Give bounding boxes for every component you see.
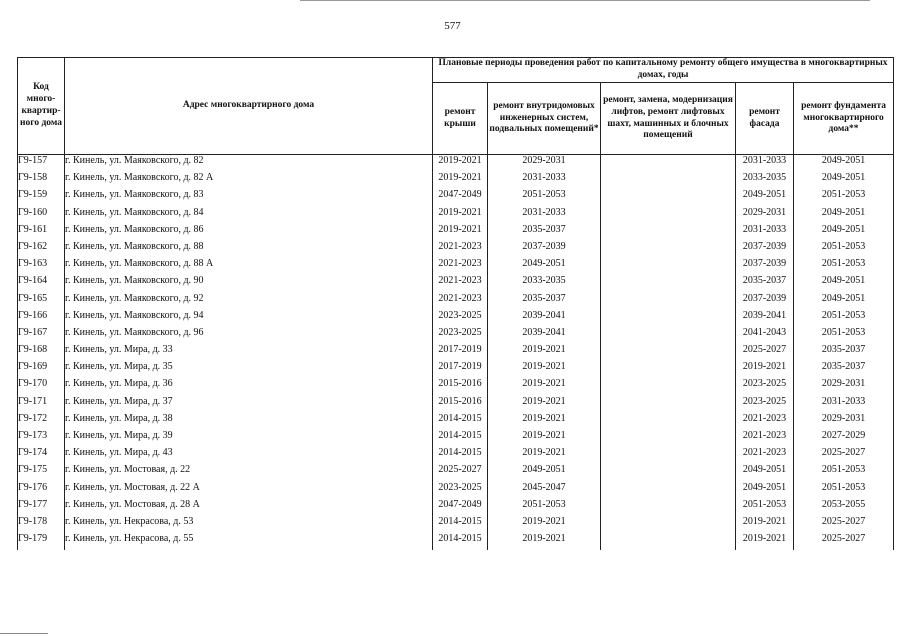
cell-lifts — [601, 516, 736, 533]
table-row — [18, 413, 894, 430]
header-roof: ремонт крыши — [433, 83, 488, 155]
cell-engineering: 2019-2021 — [488, 516, 601, 533]
cell-foundation: 2031-2033 — [794, 396, 894, 413]
cell-foundation: 2049-2051 — [794, 207, 894, 224]
table-row — [18, 310, 894, 327]
cell-code: Г9-161 — [18, 224, 65, 241]
cell-code: Г9-160 — [18, 207, 65, 224]
cell-roof: 2014-2015 — [433, 516, 488, 533]
header-engineering: ремонт внутридомовых инженерных систем, подвальных помещений* — [488, 83, 601, 155]
cell-foundation: 2051-2053 — [794, 258, 894, 275]
cell-engineering: 2033-2035 — [488, 275, 601, 292]
cell-roof: 2019-2021 — [433, 172, 488, 189]
cell-code: Г9-178 — [18, 516, 65, 533]
cell-roof: 2014-2015 — [433, 447, 488, 464]
cell-facade: 2023-2025 — [736, 378, 794, 395]
cell-address: г. Кинель, ул. Некрасова, д. 55 — [65, 533, 433, 550]
cell-roof: 2021-2023 — [433, 241, 488, 258]
cell-foundation: 2053-2055 — [794, 499, 894, 516]
cell-roof: 2017-2019 — [433, 361, 488, 378]
cell-address: г. Кинель, ул. Мостовая, д. 28 А — [65, 499, 433, 516]
table-row — [18, 378, 894, 395]
cell-address: г. Кинель, ул. Маяковского, д. 88 — [65, 241, 433, 258]
cell-facade: 2021-2023 — [736, 447, 794, 464]
cell-roof: 2014-2015 — [433, 533, 488, 550]
cell-code: Г9-172 — [18, 413, 65, 430]
cell-lifts — [601, 430, 736, 447]
cell-foundation: 2029-2031 — [794, 378, 894, 395]
cell-code: Г9-170 — [18, 378, 65, 395]
cell-foundation: 2029-2031 — [794, 413, 894, 430]
header-periods: Плановые периоды проведения работ по капитальному ремонту общего имущества в многоквартирных домах, годы — [433, 58, 894, 83]
table-row — [18, 224, 894, 241]
cell-foundation: 2049-2051 — [794, 155, 894, 173]
cell-address: г. Кинель, ул. Маяковского, д. 84 — [65, 207, 433, 224]
cell-lifts — [601, 207, 736, 224]
cell-facade: 2041-2043 — [736, 327, 794, 344]
cell-address: г. Кинель, ул. Мира, д. 37 — [65, 396, 433, 413]
table-body — [18, 155, 894, 551]
table-row — [18, 189, 894, 206]
table-row — [18, 447, 894, 464]
cell-lifts — [601, 378, 736, 395]
cell-lifts — [601, 533, 736, 550]
cell-address: г. Кинель, ул. Маяковского, д. 82 А — [65, 172, 433, 189]
cell-lifts — [601, 224, 736, 241]
cell-code: Г9-167 — [18, 327, 65, 344]
cell-address: г. Кинель, ул. Мира, д. 39 — [65, 430, 433, 447]
cell-code: Г9-173 — [18, 430, 65, 447]
header-facade: ремонт фасада — [736, 83, 794, 155]
cell-engineering: 2031-2033 — [488, 207, 601, 224]
cell-foundation: 2049-2051 — [794, 275, 894, 292]
cell-address: г. Кинель, ул. Маяковского, д. 96 — [65, 327, 433, 344]
cell-facade: 2037-2039 — [736, 241, 794, 258]
table-row — [18, 396, 894, 413]
cell-facade: 2033-2035 — [736, 172, 794, 189]
bottom-rule — [0, 633, 48, 634]
cell-address: г. Кинель, ул. Мира, д. 38 — [65, 413, 433, 430]
cell-roof: 2021-2023 — [433, 293, 488, 310]
cell-roof: 2047-2049 — [433, 499, 488, 516]
cell-engineering: 2031-2033 — [488, 172, 601, 189]
table-row — [18, 293, 894, 310]
cell-engineering: 2019-2021 — [488, 413, 601, 430]
cell-roof: 2025-2027 — [433, 464, 488, 481]
cell-foundation: 2027-2029 — [794, 430, 894, 447]
cell-roof: 2019-2021 — [433, 207, 488, 224]
cell-code: Г9-174 — [18, 447, 65, 464]
cell-engineering: 2035-2037 — [488, 224, 601, 241]
cell-foundation: 2051-2053 — [794, 241, 894, 258]
header-foundation: ремонт фундамента многоквартирного дома** — [794, 83, 894, 155]
cell-code: Г9-177 — [18, 499, 65, 516]
cell-lifts — [601, 293, 736, 310]
cell-facade: 2025-2027 — [736, 344, 794, 361]
table-row — [18, 464, 894, 481]
table-row — [18, 430, 894, 447]
table-row — [18, 499, 894, 516]
table-row — [18, 207, 894, 224]
cell-facade: 2049-2051 — [736, 482, 794, 499]
cell-address: г. Кинель, ул. Некрасова, д. 53 — [65, 516, 433, 533]
cell-engineering: 2019-2021 — [488, 430, 601, 447]
cell-engineering: 2049-2051 — [488, 258, 601, 275]
cell-foundation: 2051-2053 — [794, 310, 894, 327]
cell-facade: 2031-2033 — [736, 224, 794, 241]
cell-code: Г9-169 — [18, 361, 65, 378]
cell-address: г. Кинель, ул. Мира, д. 43 — [65, 447, 433, 464]
cell-engineering: 2019-2021 — [488, 344, 601, 361]
cell-roof: 2014-2015 — [433, 413, 488, 430]
table-row — [18, 241, 894, 258]
cell-facade: 2037-2039 — [736, 293, 794, 310]
cell-engineering: 2019-2021 — [488, 378, 601, 395]
table-row — [18, 155, 894, 173]
page-number: 577 — [444, 20, 461, 32]
cell-code: Г9-163 — [18, 258, 65, 275]
cell-engineering: 2019-2021 — [488, 396, 601, 413]
header-code: Код много-квартир-ного дома — [18, 58, 65, 155]
header-address: Адрес многоквартирного дома — [65, 58, 433, 155]
cell-lifts — [601, 258, 736, 275]
cell-engineering: 2019-2021 — [488, 533, 601, 550]
table-row — [18, 275, 894, 292]
cell-facade: 2021-2023 — [736, 413, 794, 430]
cell-code: Г9-168 — [18, 344, 65, 361]
cell-lifts — [601, 482, 736, 499]
cell-foundation: 2051-2053 — [794, 327, 894, 344]
table-row — [18, 361, 894, 378]
cell-lifts — [601, 344, 736, 361]
cell-facade: 2049-2051 — [736, 189, 794, 206]
cell-foundation: 2049-2051 — [794, 224, 894, 241]
cell-lifts — [601, 241, 736, 258]
cell-code: Г9-158 — [18, 172, 65, 189]
header-lifts: ремонт, замена, модернизация лифтов, ремонт лифтовых шахт, машинных и блочных помещений — [601, 83, 736, 155]
cell-foundation: 2051-2053 — [794, 189, 894, 206]
cell-engineering: 2039-2041 — [488, 310, 601, 327]
table-row — [18, 172, 894, 189]
cell-engineering: 2019-2021 — [488, 447, 601, 464]
cell-lifts — [601, 413, 736, 430]
cell-roof: 2017-2019 — [433, 344, 488, 361]
table-row — [18, 327, 894, 344]
cell-foundation: 2049-2051 — [794, 172, 894, 189]
cell-address: г. Кинель, ул. Маяковского, д. 90 — [65, 275, 433, 292]
cell-engineering: 2051-2053 — [488, 189, 601, 206]
cell-foundation: 2035-2037 — [794, 344, 894, 361]
cell-code: Г9-176 — [18, 482, 65, 499]
cell-lifts — [601, 464, 736, 481]
cell-roof: 2023-2025 — [433, 327, 488, 344]
cell-lifts — [601, 396, 736, 413]
table-row — [18, 344, 894, 361]
cell-facade: 2021-2023 — [736, 430, 794, 447]
cell-lifts — [601, 155, 736, 173]
cell-code: Г9-166 — [18, 310, 65, 327]
cell-facade: 2037-2039 — [736, 258, 794, 275]
cell-facade: 2035-2037 — [736, 275, 794, 292]
cell-lifts — [601, 327, 736, 344]
cell-engineering: 2039-2041 — [488, 327, 601, 344]
cell-roof: 2021-2023 — [433, 275, 488, 292]
cell-code: Г9-157 — [18, 155, 65, 173]
cell-roof: 2014-2015 — [433, 430, 488, 447]
cell-facade: 2019-2021 — [736, 361, 794, 378]
cell-foundation: 2025-2027 — [794, 447, 894, 464]
cell-code: Г9-179 — [18, 533, 65, 550]
cell-address: г. Кинель, ул. Маяковского, д. 94 — [65, 310, 433, 327]
cell-facade: 2031-2033 — [736, 155, 794, 173]
cell-foundation: 2035-2037 — [794, 361, 894, 378]
cell-facade: 2051-2053 — [736, 499, 794, 516]
cell-lifts — [601, 275, 736, 292]
cell-address: г. Кинель, ул. Маяковского, д. 92 — [65, 293, 433, 310]
cell-lifts — [601, 447, 736, 464]
cell-foundation: 2025-2027 — [794, 516, 894, 533]
cell-lifts — [601, 499, 736, 516]
cell-lifts — [601, 310, 736, 327]
cell-foundation: 2049-2051 — [794, 293, 894, 310]
cell-facade: 2039-2041 — [736, 310, 794, 327]
cell-engineering: 2019-2021 — [488, 361, 601, 378]
cell-foundation: 2051-2053 — [794, 464, 894, 481]
cell-lifts — [601, 361, 736, 378]
cell-lifts — [601, 189, 736, 206]
cell-facade: 2023-2025 — [736, 396, 794, 413]
cell-engineering: 2051-2053 — [488, 499, 601, 516]
cell-engineering: 2035-2037 — [488, 293, 601, 310]
cell-address: г. Кинель, ул. Мира, д. 36 — [65, 378, 433, 395]
cell-roof: 2023-2025 — [433, 482, 488, 499]
cell-facade: 2019-2021 — [736, 533, 794, 550]
cell-roof: 2019-2021 — [433, 155, 488, 173]
cell-engineering: 2049-2051 — [488, 464, 601, 481]
cell-facade: 2019-2021 — [736, 516, 794, 533]
cell-address: г. Кинель, ул. Мостовая, д. 22 А — [65, 482, 433, 499]
cell-address: г. Кинель, ул. Маяковского, д. 82 — [65, 155, 433, 173]
cell-roof: 2021-2023 — [433, 258, 488, 275]
cell-code: Г9-171 — [18, 396, 65, 413]
cell-foundation: 2025-2027 — [794, 533, 894, 550]
cell-facade: 2029-2031 — [736, 207, 794, 224]
cell-foundation: 2051-2053 — [794, 482, 894, 499]
cell-code: Г9-175 — [18, 464, 65, 481]
cell-roof: 2019-2021 — [433, 224, 488, 241]
cell-roof: 2047-2049 — [433, 189, 488, 206]
table-row — [18, 258, 894, 275]
cell-address: г. Кинель, ул. Маяковского, д. 86 — [65, 224, 433, 241]
table-row — [18, 482, 894, 499]
cell-roof: 2023-2025 — [433, 310, 488, 327]
cell-code: Г9-164 — [18, 275, 65, 292]
cell-roof: 2015-2016 — [433, 396, 488, 413]
cell-engineering: 2029-2031 — [488, 155, 601, 173]
repair-schedule-table — [17, 57, 894, 550]
cell-address: г. Кинель, ул. Маяковского, д. 83 — [65, 189, 433, 206]
table-row — [18, 516, 894, 533]
cell-code: Г9-162 — [18, 241, 65, 258]
cell-facade: 2049-2051 — [736, 464, 794, 481]
cell-address: г. Кинель, ул. Мостовая, д. 22 — [65, 464, 433, 481]
cell-code: Г9-165 — [18, 293, 65, 310]
cell-address: г. Кинель, ул. Мира, д. 35 — [65, 361, 433, 378]
cell-address: г. Кинель, ул. Мира, д. 33 — [65, 344, 433, 361]
cell-engineering: 2037-2039 — [488, 241, 601, 258]
cell-code: Г9-159 — [18, 189, 65, 206]
cell-roof: 2015-2016 — [433, 378, 488, 395]
top-rule — [300, 0, 870, 1]
cell-lifts — [601, 172, 736, 189]
table-row — [18, 533, 894, 550]
cell-engineering: 2045-2047 — [488, 482, 601, 499]
cell-address: г. Кинель, ул. Маяковского, д. 88 А — [65, 258, 433, 275]
